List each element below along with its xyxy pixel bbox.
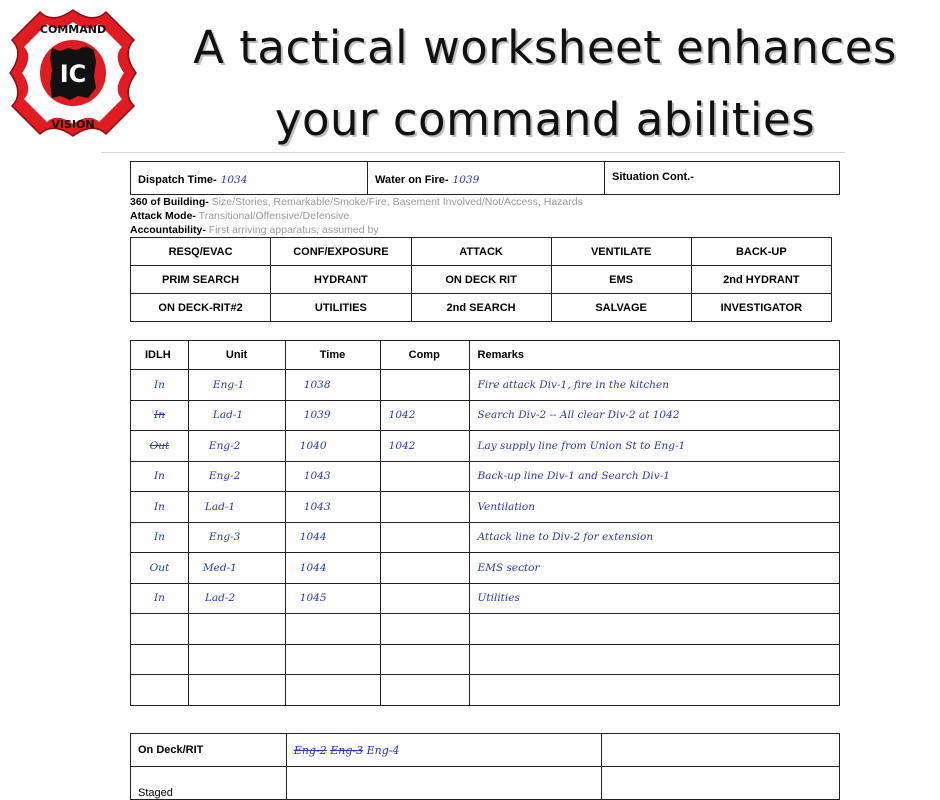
comp-cell[interactable] [380, 492, 469, 523]
table-row [131, 461, 840, 492]
headline-line-2: your command abilities [274, 93, 816, 146]
table-row [131, 644, 840, 675]
comp-cell[interactable] [380, 522, 469, 553]
building-line [130, 196, 583, 208]
table-row [131, 553, 840, 584]
accountability-label: Accountability- [130, 224, 206, 236]
remarks-cell[interactable]: Attack line to Div-2 for extension [469, 522, 839, 553]
time-cell[interactable]: 1044 [285, 522, 380, 553]
idlh-cell[interactable]: In [131, 370, 189, 401]
idlh-cell[interactable]: Out [131, 553, 189, 584]
staged-row [131, 767, 840, 800]
unit-cell[interactable]: Eng-2 [188, 461, 285, 492]
comp-cell[interactable]: 1042 [380, 400, 469, 431]
situation-cont-label: Situation Cont.- [612, 171, 694, 183]
idlh-cell[interactable]: In [131, 583, 189, 614]
tactic-cell[interactable]: 2nd SEARCH [411, 294, 551, 322]
comp-cell[interactable] [380, 553, 469, 584]
tactics-row [131, 294, 832, 322]
remarks-cell[interactable]: Back-up line Div-1 and Search Div-1 [469, 461, 839, 492]
remarks-cell[interactable]: Fire attack Div-1, fire in the kitchen [469, 370, 839, 401]
remarks-cell[interactable]: Lay supply line from Union St to Eng-1 [469, 431, 839, 462]
idlh-cell[interactable]: In [131, 492, 189, 523]
on-deck-struck-unit: Eng-3 [330, 743, 364, 757]
tactic-cell[interactable]: ON DECK-RIT#2 [131, 294, 271, 322]
on-deck-struck-unit: Eng-2 [293, 743, 327, 757]
header-time: Time [285, 341, 380, 370]
time-cell[interactable]: 1045 [285, 583, 380, 614]
worksheet-header [130, 161, 840, 195]
time-cell[interactable]: 1044 [285, 553, 380, 584]
accountability-hint: First arriving apparatus, assumed by [208, 224, 379, 236]
tactics-row [131, 266, 832, 294]
remarks-cell[interactable] [469, 614, 839, 645]
table-row [131, 583, 840, 614]
on-deck-label: On Deck/RIT [131, 734, 287, 767]
building-hint: Size/Stories, Remarkable/Smoke/Fire, Basement Involved/Not/Access, Hazards [211, 196, 583, 208]
tactic-cell[interactable]: VENTILATE [551, 238, 691, 266]
remarks-cell[interactable]: Ventilation [469, 492, 839, 523]
unit-cell[interactable]: Lad-1 [188, 400, 285, 431]
tactic-cell[interactable]: RESQ/EVAC [131, 238, 271, 266]
tactic-cell[interactable]: 2nd HYDRANT [691, 266, 831, 294]
idlh-cell[interactable]: In [131, 522, 189, 553]
time-cell[interactable] [285, 675, 380, 706]
unit-cell[interactable]: Lad-2 [188, 583, 285, 614]
logo-top-text: COMMAND [39, 23, 107, 36]
comp-cell[interactable] [380, 461, 469, 492]
header-unit: Unit [188, 341, 285, 370]
time-cell[interactable]: 1038 [285, 370, 380, 401]
comp-cell[interactable] [380, 370, 469, 401]
remarks-cell[interactable]: Utilities [469, 583, 839, 614]
on-deck-table [130, 733, 840, 800]
remarks-cell[interactable]: EMS sector [469, 553, 839, 584]
idlh-cell[interactable] [131, 614, 189, 645]
tactic-cell[interactable]: BACK-UP [691, 238, 831, 266]
dispatch-time-cell [131, 162, 368, 194]
comp-cell[interactable] [380, 675, 469, 706]
tactic-cell[interactable]: CONF/EXPOSURE [271, 238, 411, 266]
header-comp: Comp [380, 341, 469, 370]
unit-cell[interactable] [188, 614, 285, 645]
headline-line-1: A tactical worksheet enhances [193, 21, 897, 74]
tactic-cell[interactable]: UTILITIES [271, 294, 411, 322]
headline [150, 12, 940, 156]
on-deck-extra-cell[interactable] [602, 734, 840, 767]
log-header-row [131, 341, 840, 370]
building-label: 360 of Building- [130, 196, 209, 208]
logo-bottom-text: VISION [51, 118, 95, 131]
comp-cell[interactable] [380, 614, 469, 645]
unit-cell[interactable]: Eng-1 [188, 370, 285, 401]
idlh-cell[interactable]: In [131, 400, 189, 431]
time-cell[interactable] [285, 644, 380, 675]
tactic-cell[interactable]: SALVAGE [551, 294, 691, 322]
unit-cell[interactable] [188, 675, 285, 706]
attack-mode-line [130, 210, 349, 222]
on-deck-units[interactable] [286, 734, 602, 767]
tactics-row [131, 238, 832, 266]
comp-cell[interactable] [380, 644, 469, 675]
remarks-cell[interactable] [469, 644, 839, 675]
idlh-cell[interactable] [131, 675, 189, 706]
time-cell[interactable]: 1043 [285, 461, 380, 492]
unit-cell[interactable]: Eng-2 [188, 431, 285, 462]
dispatch-time-label: Dispatch Time- [138, 174, 217, 186]
header-remarks: Remarks [469, 341, 839, 370]
tactic-cell[interactable]: ON DECK RIT [411, 266, 551, 294]
unit-log-table [130, 340, 840, 706]
tactic-cell[interactable]: EMS [551, 266, 691, 294]
tactics-grid [130, 237, 832, 322]
staged-extra-cell[interactable] [602, 767, 840, 800]
time-cell[interactable] [285, 614, 380, 645]
water-on-fire-value: 1039 [452, 174, 480, 186]
time-cell[interactable]: 1043 [285, 492, 380, 523]
time-cell[interactable]: 1040 [285, 431, 380, 462]
table-row [131, 370, 840, 401]
unit-cell[interactable]: Med-1 [188, 553, 285, 584]
sheet-top-rule [101, 152, 845, 153]
header-idlh: IDLH [131, 341, 189, 370]
table-row [131, 675, 840, 706]
table-row [131, 400, 840, 431]
table-row [131, 614, 840, 645]
on-deck-row [131, 734, 840, 767]
on-deck-current-unit: Eng-4 [366, 743, 400, 757]
situation-cont-cell [605, 162, 838, 194]
unit-cell[interactable] [188, 644, 285, 675]
comp-cell[interactable]: 1042 [380, 431, 469, 462]
table-row [131, 431, 840, 462]
unit-cell[interactable]: Eng-3 [188, 522, 285, 553]
idlh-cell[interactable]: In [131, 461, 189, 492]
dispatch-time-value: 1034 [220, 174, 248, 186]
attack-mode-label: Attack Mode- [130, 210, 196, 222]
water-on-fire-label: Water on Fire- [375, 174, 449, 186]
attack-mode-hint: Transitional/Offensive/Defensive [198, 210, 350, 222]
idlh-cell[interactable] [131, 644, 189, 675]
water-on-fire-cell [368, 162, 605, 194]
tactic-cell[interactable]: HYDRANT [271, 266, 411, 294]
table-row [131, 522, 840, 553]
comp-cell[interactable] [380, 583, 469, 614]
accountability-line [130, 224, 379, 236]
idlh-cell[interactable]: Out [131, 431, 189, 462]
unit-cell[interactable]: Lad-1 [188, 492, 285, 523]
staged-label: Staged [131, 767, 287, 800]
table-row [131, 492, 840, 523]
remarks-cell[interactable] [469, 675, 839, 706]
command-vision-logo [4, 4, 142, 142]
tactic-cell[interactable]: INVESTIGATOR [691, 294, 831, 322]
remarks-cell[interactable]: Search Div-2 -- All clear Div-2 at 1042 [469, 400, 839, 431]
staged-units[interactable] [286, 767, 602, 800]
logo-center-text: IC [59, 60, 87, 88]
time-cell[interactable]: 1039 [285, 400, 380, 431]
tactic-cell[interactable]: ATTACK [411, 238, 551, 266]
tactic-cell[interactable]: PRIM SEARCH [131, 266, 271, 294]
